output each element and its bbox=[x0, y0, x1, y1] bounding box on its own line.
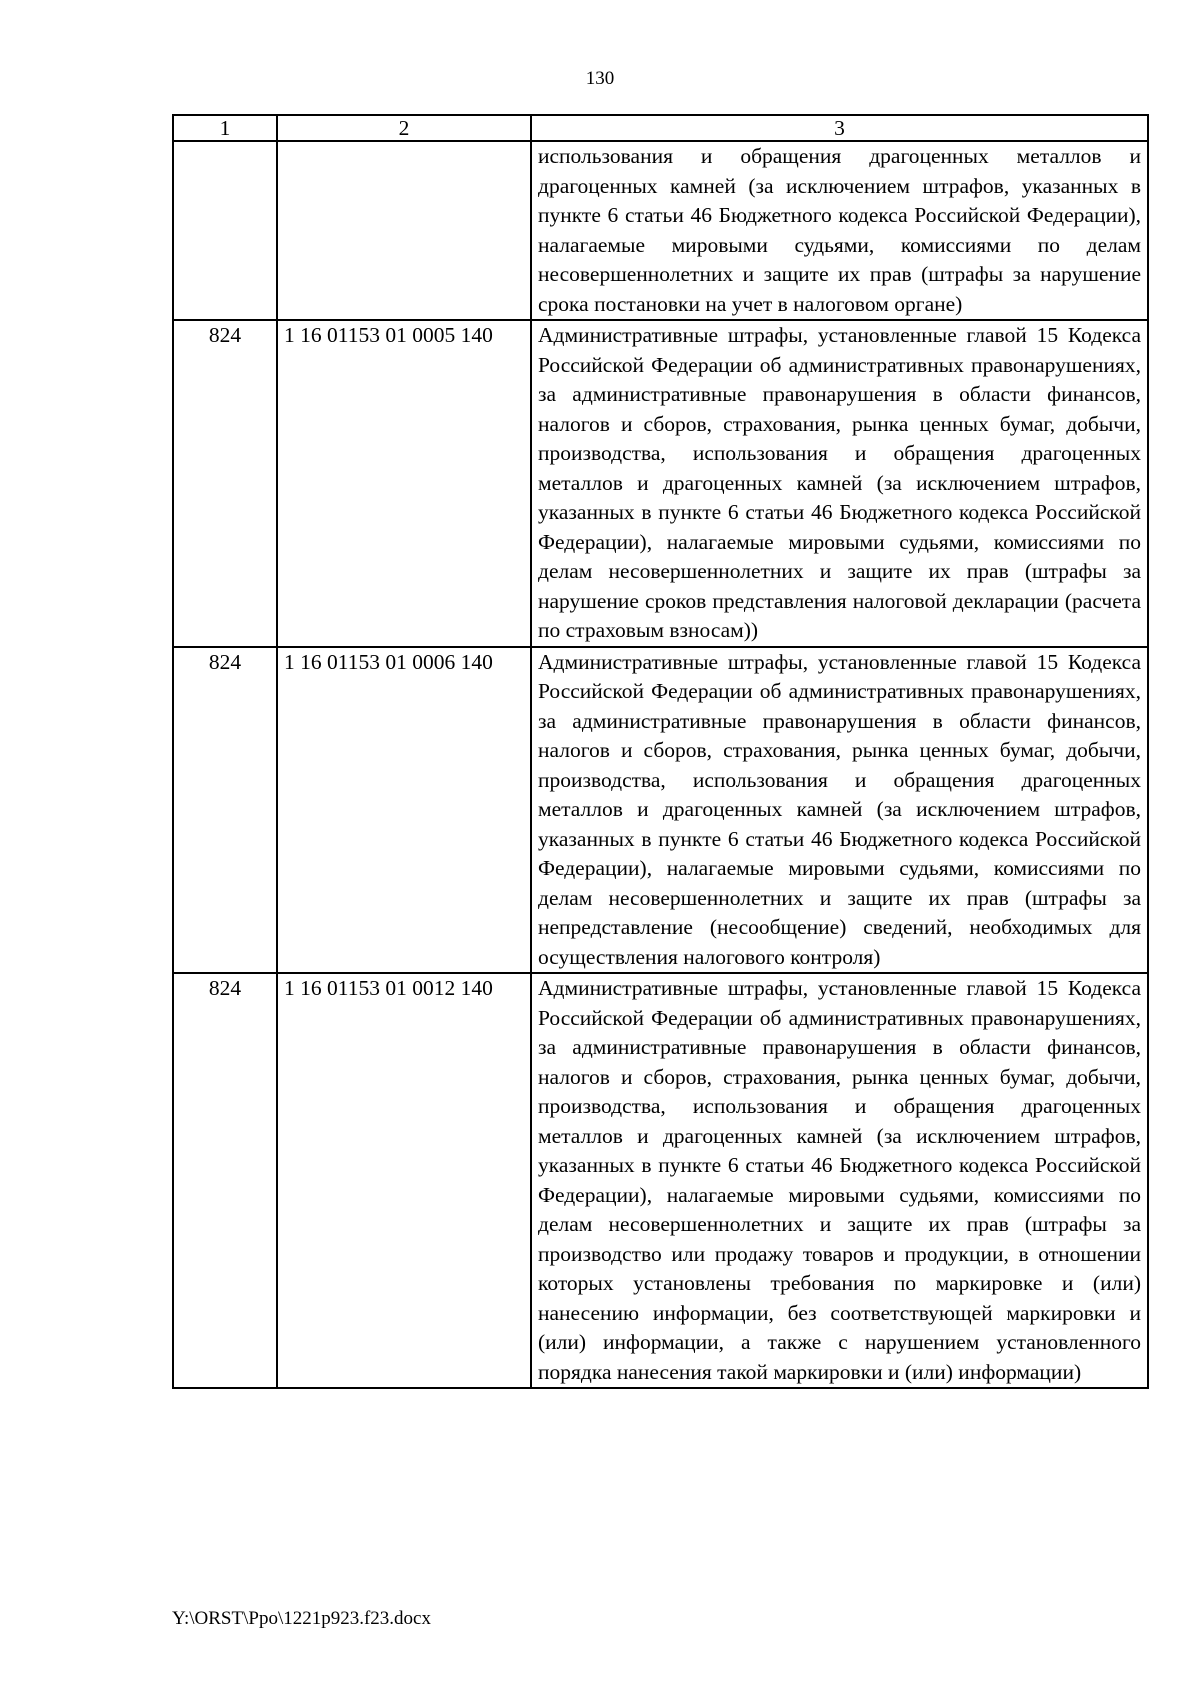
revenue-code-cell: 1 16 01153 01 0012 140 bbox=[277, 973, 531, 1388]
description-cell: Административные штрафы, установленные главой 15 Кодекса Российской Федерации об административных правонарушениях, за административные правонарушения в области финансов, налогов и сборов, страхования, рынка ценных бумаг, добычи, производства, использования и обращения драгоценных металлов и драгоценных камней (за исключением штрафов, указанных в пункте 6 статьи 46 Бюджетного кодекса Российской Федерации), налагаемые мировыми судьями, комиссиями по делам несовершеннолетних и защите их прав (штрафы за непредставление (несообщение) сведений, необходимых для осуществления налогового контроля) bbox=[531, 647, 1148, 974]
footer-file-path: Y:\ORST\Ppo\1221p923.f23.docx bbox=[172, 1608, 431, 1629]
header-col-2: 2 bbox=[277, 115, 531, 141]
table-row bbox=[173, 647, 1148, 974]
admin-code-cell: 824 bbox=[173, 320, 277, 647]
page-number: 130 bbox=[585, 68, 615, 89]
table-row bbox=[173, 973, 1148, 1388]
header-col-1: 1 bbox=[173, 115, 277, 141]
table-row bbox=[173, 320, 1148, 647]
revenue-code-cell: 1 16 01153 01 0006 140 bbox=[277, 647, 531, 974]
description-cell: использования и обращения драгоценных металлов и драгоценных камней (за исключением штрафов, указанных в пункте 6 статьи 46 Бюджетного кодекса Российской Федерации), налагаемые мировыми судьями, комиссиями по делам несовершеннолетних и защите их прав (штрафы за нарушение срока постановки на учет в налоговом органе) bbox=[531, 141, 1148, 320]
revenue-code-cell: 1 16 01153 01 0005 140 bbox=[277, 320, 531, 647]
description-cell: Административные штрафы, установленные главой 15 Кодекса Российской Федерации об административных правонарушениях, за административные правонарушения в области финансов, налогов и сборов, страхования, рынка ценных бумаг, добычи, производства, использования и обращения драгоценных металлов и драгоценных камней (за исключением штрафов, указанных в пункте 6 статьи 46 Бюджетного кодекса Российской Федерации), налагаемые мировыми судьями, комиссиями по делам несовершеннолетних и защите их прав (штрафы за нарушение сроков представления налоговой декларации (расчета по страховым взносам)) bbox=[531, 320, 1148, 647]
table-header-row bbox=[173, 115, 1148, 141]
header-col-3: 3 bbox=[531, 115, 1148, 141]
admin-code-cell bbox=[173, 141, 277, 320]
description-cell: Административные штрафы, установленные главой 15 Кодекса Российской Федерации об административных правонарушениях, за административные правонарушения в области финансов, налогов и сборов, страхования, рынка ценных бумаг, добычи, производства, использования и обращения драгоценных металлов и драгоценных камней (за исключением штрафов, указанных в пункте 6 статьи 46 Бюджетного кодекса Российской Федерации), налагаемые мировыми судьями, комиссиями по делам несовершеннолетних и защите их прав (штрафы за производство или продажу товаров и продукции, в отношении которых установлены требования по маркировке и (или) нанесению информации, без соответствующей маркировки и (или) информации, а также с нарушением установленного порядка нанесения такой маркировки и (или) информации) bbox=[531, 973, 1148, 1388]
admin-code-cell: 824 bbox=[173, 973, 277, 1388]
document-table bbox=[172, 114, 1149, 1389]
admin-code-cell: 824 bbox=[173, 647, 277, 974]
revenue-code-cell bbox=[277, 141, 531, 320]
table-row bbox=[173, 141, 1148, 320]
